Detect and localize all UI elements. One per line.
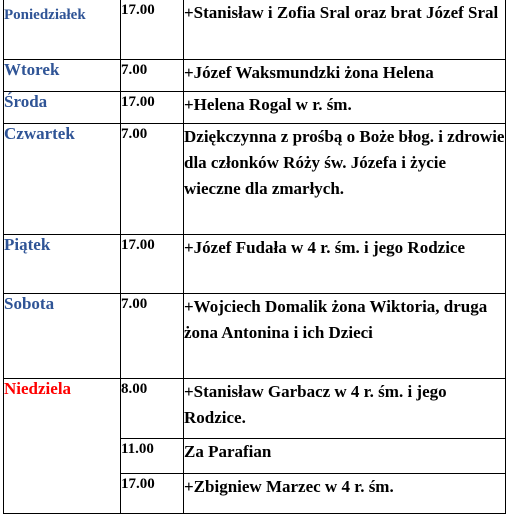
day-label-wednesday: Środa (4, 92, 121, 124)
mass-intention: +Helena Rogal w r. śm. (184, 92, 506, 124)
table-row (4, 92, 506, 124)
table-row (4, 379, 506, 439)
mass-intention: +Wojciech Domalik żona Wiktoria, druga żona Antonina i ich Dzieci (184, 294, 506, 379)
mass-intention: Za Parafian (184, 439, 506, 474)
mass-intention: +Stanisław i Zofia Sral oraz brat Józef Sral (184, 0, 506, 60)
mass-time: 7.00 (121, 124, 184, 235)
mass-time: 11.00 (121, 439, 184, 474)
table-row (4, 0, 506, 60)
mass-time: 7.00 (121, 294, 184, 379)
mass-time: 17.00 (121, 92, 184, 124)
table-row (4, 294, 506, 379)
mass-intention: +Józef Waksmundzki żona Helena (184, 60, 506, 92)
mass-intention: +Zbigniew Marzec w 4 r. śm. (184, 474, 506, 514)
mass-intention: +Józef Fudała w 4 r. śm. i jego Rodzice (184, 235, 506, 294)
mass-time: 17.00 (121, 474, 184, 514)
mass-time: 17.00 (121, 235, 184, 294)
day-label-thursday: Czwartek (4, 124, 121, 235)
day-label-monday: Poniedziałek (4, 0, 121, 60)
day-label-saturday: Sobota (4, 294, 121, 379)
day-label-friday: Piątek (4, 235, 121, 294)
day-label-tuesday: Wtorek (4, 60, 121, 92)
mass-intentions-table (3, 0, 506, 514)
mass-time: 17.00 (121, 0, 184, 60)
table-row (4, 124, 506, 235)
mass-time: 7.00 (121, 60, 184, 92)
table-row (4, 235, 506, 294)
day-label-sunday: Niedziela (4, 379, 121, 514)
mass-intention: Dziękczynna z prośbą o Boże błog. i zdrowie dla członków Róży św. Józefa i życie wieczne dla zmarłych. (184, 124, 506, 235)
mass-time: 8.00 (121, 379, 184, 439)
mass-intention: +Stanisław Garbacz w 4 r. śm. i jego Rodzice. (184, 379, 506, 439)
table-row (4, 60, 506, 92)
